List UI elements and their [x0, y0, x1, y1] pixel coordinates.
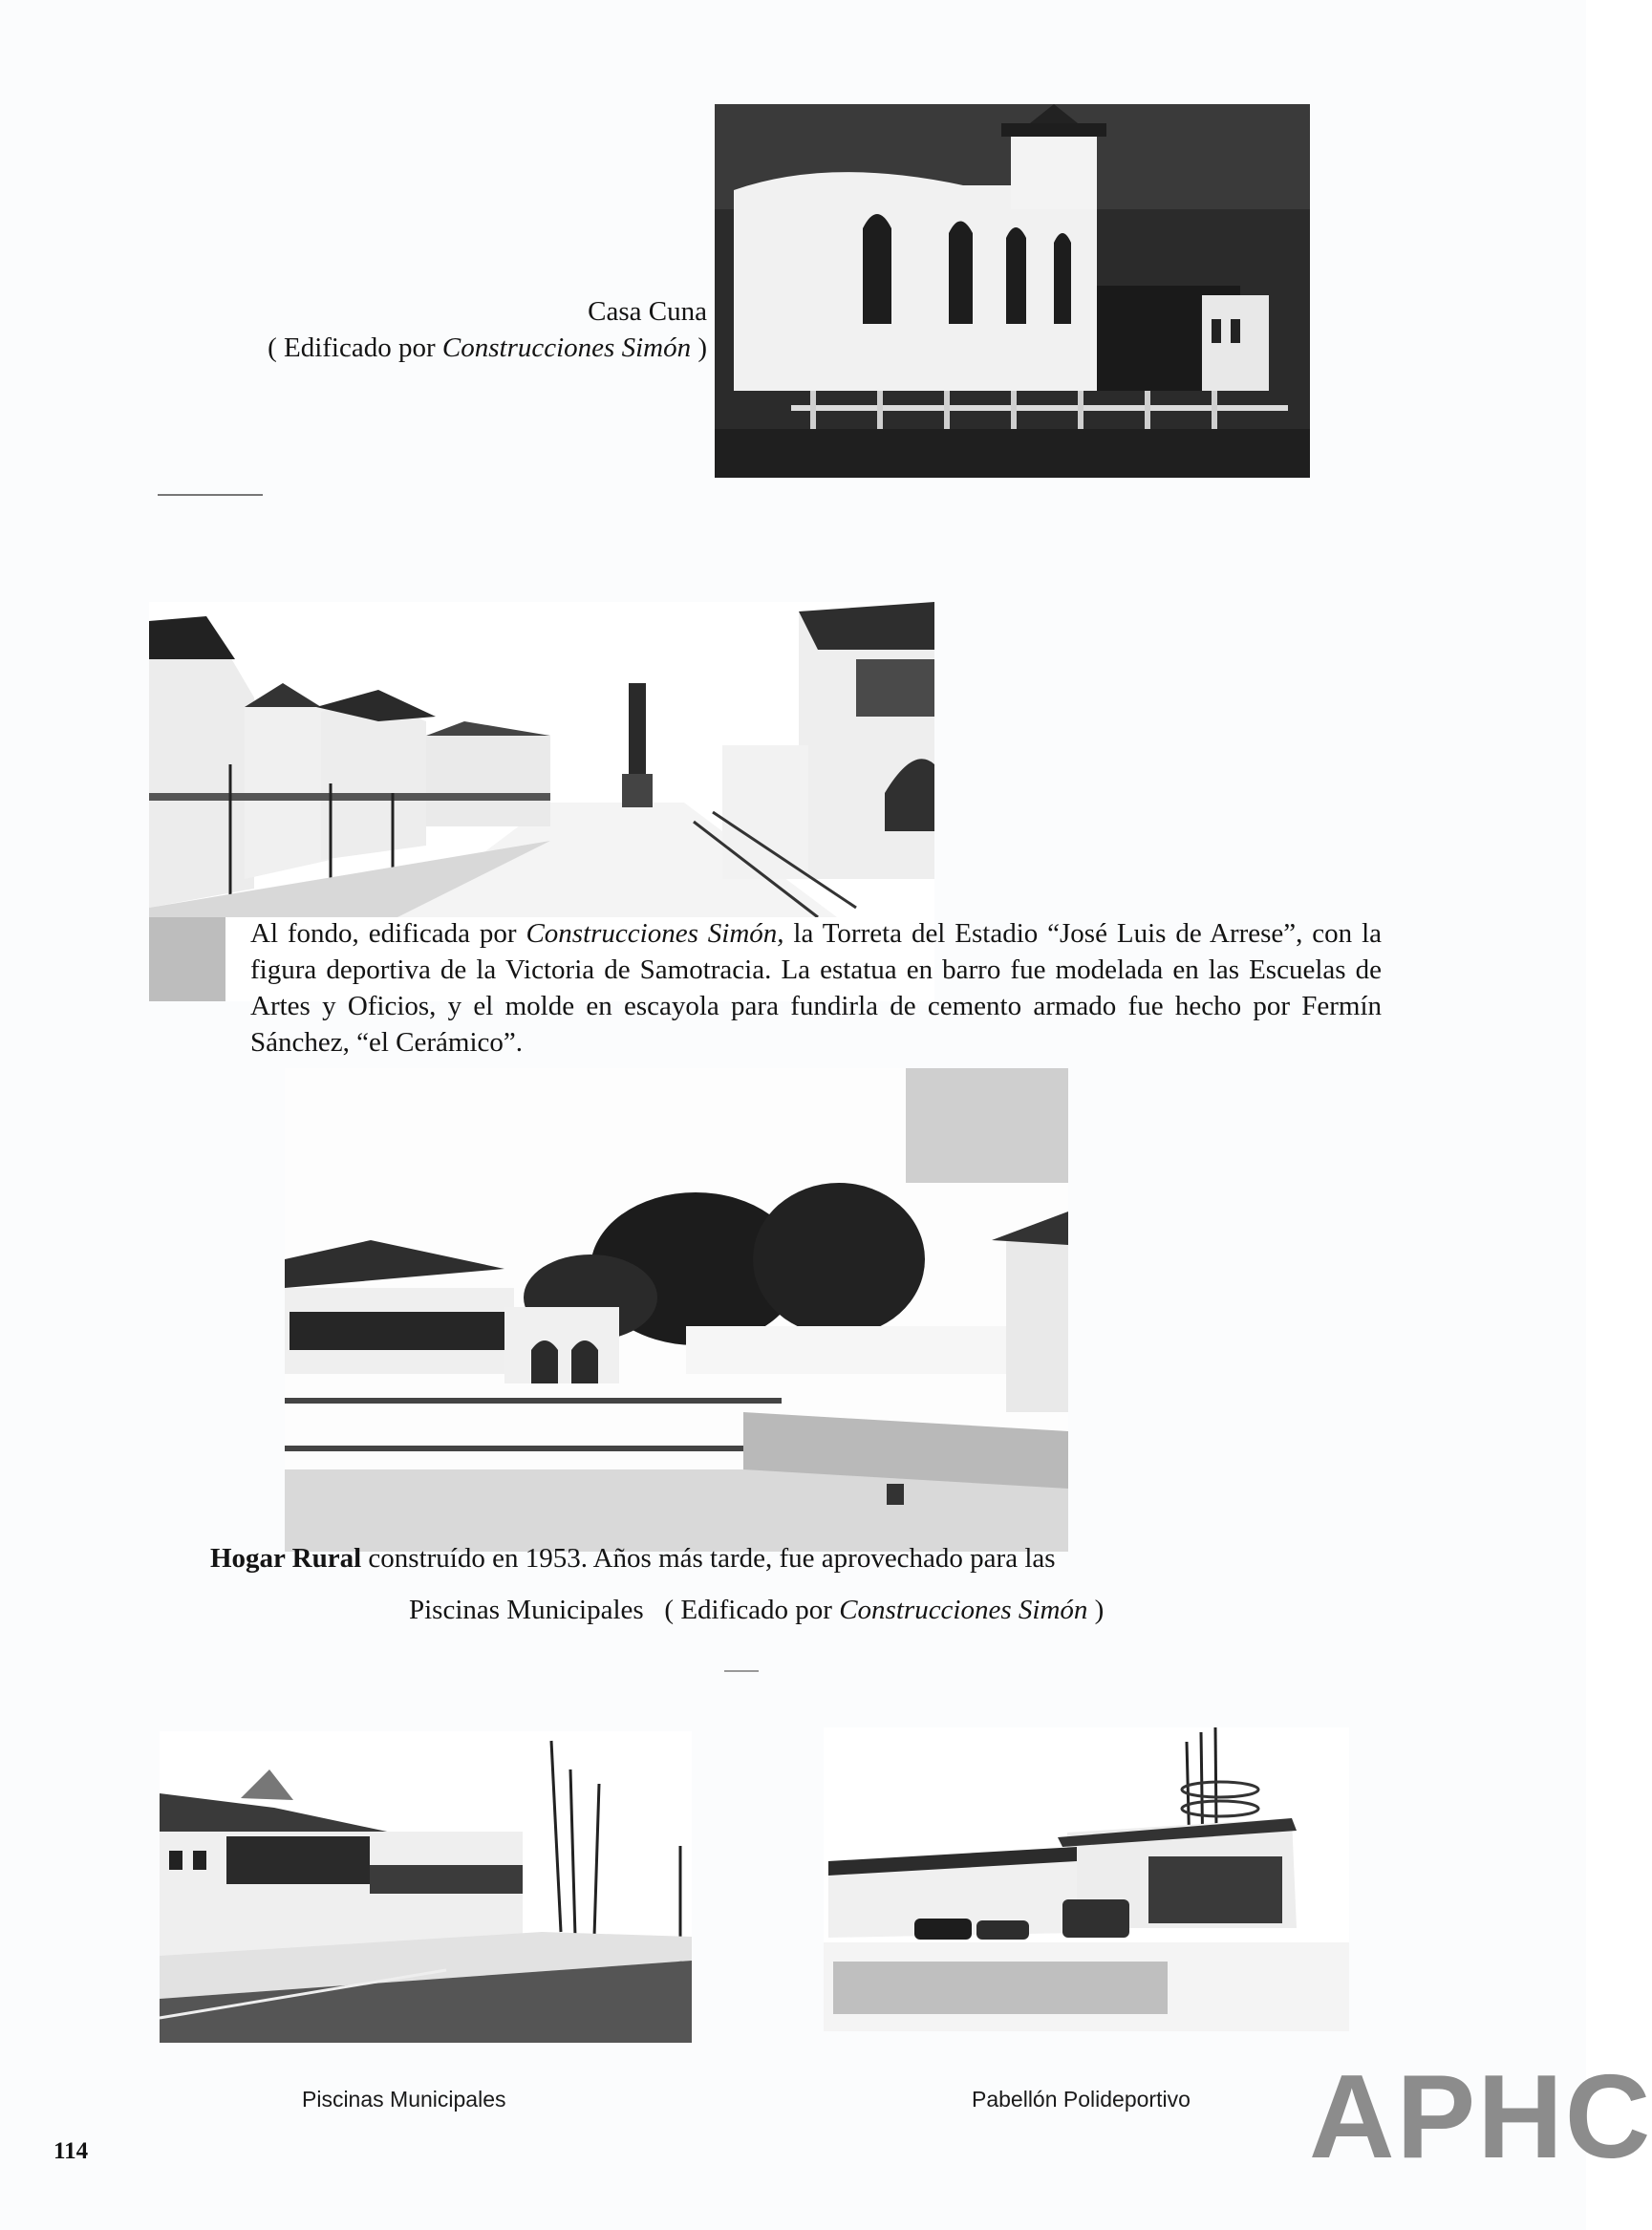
- pabellon-photo: [824, 1727, 1349, 2031]
- hogar-rural-photo: [285, 1068, 1068, 1552]
- casa-cuna-caption: [143, 293, 707, 366]
- piscinas-image: [160, 1731, 692, 2043]
- casa-cuna-prefix: ( Edificado por: [268, 332, 442, 363]
- pabellon-image: [824, 1727, 1349, 2031]
- torreta-text-rest: la Torreta del Estadio “José Luis de Arrese”, con la figura deportiva de la Victoria de Samotracia. La estatua en barro fue modelada en las Escuelas de Artes y Oficios, y el molde en escayola para fundirla de cemento armado fue hecho por Fermín Sánchez, “el Cerámico”.: [250, 918, 1383, 1058]
- scan-speck: [158, 494, 263, 496]
- casa-cuna-title: Casa Cuna: [588, 296, 707, 327]
- page-number: 114: [54, 2138, 89, 2164]
- casa-cuna-builder-line: [143, 330, 707, 366]
- hogar-rural-name: Hogar Rural: [210, 1543, 362, 1574]
- torreta-caption: [250, 915, 1382, 1061]
- hogar-rural-builder: Construcciones Simón: [839, 1595, 1088, 1625]
- hogar-rural-image: [285, 1068, 1068, 1552]
- pabellon-caption: Pabellón Polideportivo: [972, 2087, 1191, 2112]
- scan-speck: [724, 1670, 759, 1672]
- aphc-watermark: APHC: [1309, 2051, 1652, 2183]
- torreta-builder: Construcciones Simón,: [526, 918, 784, 949]
- piscinas-caption: Piscinas Municipales: [302, 2087, 506, 2112]
- hogar-rural-piscinas: Piscinas Municipales: [409, 1595, 644, 1625]
- casa-cuna-image: [715, 104, 1310, 478]
- hogar-rural-suffix: ): [1087, 1595, 1105, 1625]
- hogar-rural-prefix: ( Edificado por: [664, 1595, 840, 1625]
- torreta-text-start: Al fondo, edificada por: [250, 918, 526, 949]
- casa-cuna-suffix: ): [691, 332, 707, 363]
- hogar-rural-caption-line2: [409, 1592, 1364, 1628]
- piscinas-photo: [160, 1731, 692, 2043]
- hogar-rural-caption-line1: [210, 1540, 1261, 1576]
- hogar-rural-line1-rest: construído en 1953. Años más tarde, fue aprovechado para las: [361, 1543, 1056, 1574]
- casa-cuna-builder: Construcciones Simón: [441, 332, 692, 363]
- casa-cuna-photo: [715, 104, 1310, 478]
